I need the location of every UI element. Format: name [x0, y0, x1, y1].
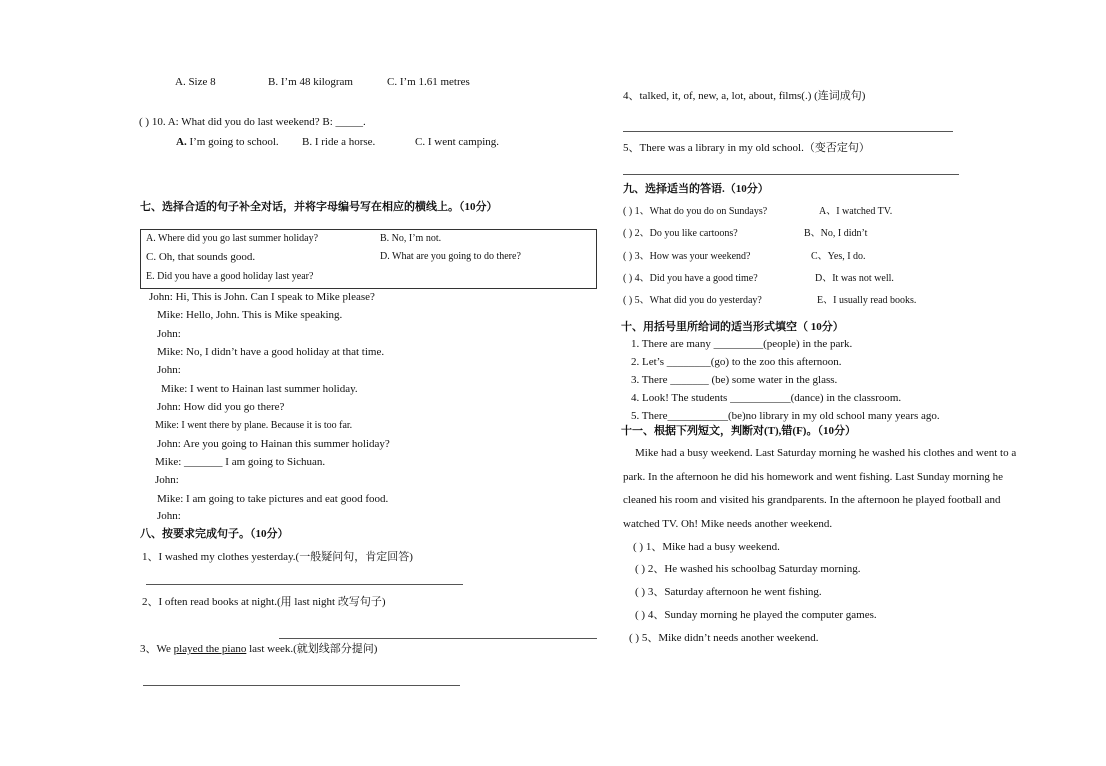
q9-option-a: A. Size 8	[175, 76, 216, 88]
section8-q3	[140, 643, 377, 656]
passage-line-2: park. In the afternoon he did his homework and went fishing. Last Sunday morning he	[623, 471, 1004, 483]
q10-question: ( ) 10. A: What did you do last weekend? B: _____.	[139, 116, 366, 128]
section10-title: 十、用括号里所给词的适当形式填空（ 10分）	[621, 321, 844, 333]
section9-q3: ( ) 3、How was your weekend?	[623, 251, 751, 262]
dialogue-line-4: Mike: No, I didn’t have a good holiday at that time.	[157, 346, 385, 358]
section9-a3: C、Yes, I do.	[811, 251, 866, 262]
dialogue-line-1: John: Hi, This is John. Can I speak to Mike please?	[149, 291, 375, 303]
dialogue-line-5: John:	[157, 364, 181, 376]
right-q4: 4、talked, it, of, new, a, lot, about, films(.) (连词成句)	[623, 90, 866, 102]
passage-line-4: watched TV. Oh! Mike needs another weekend.	[623, 518, 833, 530]
section11-item-1: ( ) 1、Mike had a busy weekend.	[633, 541, 780, 553]
q10-option-c: C. I went camping.	[415, 136, 500, 148]
section10-item-4: 4. Look! The students ___________(dance) in the classroom.	[631, 392, 902, 404]
section7-option-a: A. Where did you go last summer holiday?	[146, 233, 319, 244]
section10-item-1: 1. There are many _________(people) in the park.	[631, 338, 853, 350]
q10-option-b: B. I ride a horse.	[302, 136, 376, 148]
dialogue-line-6: Mike: I went to Hainan last summer holiday.	[161, 383, 358, 395]
section10-item-3: 3. There _______ (be) some water in the glass.	[631, 374, 838, 386]
section11-item-3: ( ) 3、Saturday afternoon he went fishing.	[635, 586, 822, 598]
passage-line-3: cleaned his room and visited his grandparents. In the afternoon he played football and	[623, 494, 1001, 506]
q10-option-a-text: I’m going to school.	[186, 136, 279, 148]
dialogue-line-12: Mike: I am going to take pictures and eat good food.	[157, 493, 389, 505]
section11-title: 十一、根据下列短文，判断对(T),错(F)。（10分）	[621, 425, 856, 437]
section8-q1-answer-line	[146, 584, 463, 585]
right-q5: 5、There was a library in my old school.（变否定句）	[623, 142, 870, 154]
section8-q3-underlined: played the piano	[173, 643, 247, 655]
section9-q2: ( ) 2、Do you like cartoons?	[623, 228, 738, 239]
right-q4-answer-line	[623, 131, 953, 132]
section9-a1: A、I watched TV.	[819, 206, 893, 217]
section9-q4: ( ) 4、Did you have a good time?	[623, 273, 758, 284]
section11-item-2: ( ) 2、He washed his schoolbag Saturday morning.	[635, 563, 861, 575]
q9-option-c: C. I’m 1.61 metres	[387, 76, 470, 88]
dialogue-line-13: John:	[157, 510, 181, 522]
right-q5-answer-line	[623, 174, 959, 175]
dialogue-line-11: John:	[155, 474, 179, 486]
section8-q2-answer-line	[279, 638, 597, 639]
dialogue-line-3: John:	[157, 328, 181, 340]
q9-option-b: B. I’m 48 kilogram	[268, 76, 353, 88]
section10-item-2: 2. Let’s ________(go) to the zoo this afternoon.	[631, 356, 842, 368]
section8-title: 八、按要求完成句子。（10分）	[140, 528, 289, 540]
section8-q3-suffix: last week.(就划线部分提问)	[246, 643, 378, 655]
dialogue-line-8: Mike: I went there by plane. Because it is too far.	[155, 420, 353, 431]
section9-a5: E、I usually read books.	[817, 295, 917, 306]
q10-option-a	[176, 136, 279, 149]
section11-item-5: ( ) 5、Mike didn’t needs another weekend.	[629, 632, 819, 644]
dialogue-line-10: Mike: _______ I am going to Sichuan.	[155, 456, 326, 468]
section7-option-e: E. Did you have a good holiday last year?	[146, 271, 314, 282]
section7-option-c: C. Oh, that sounds good.	[146, 251, 256, 263]
section8-q1: 1、I washed my clothes yesterday.(一般疑问句，肯定回答)	[142, 551, 413, 563]
q10-option-a-letter: A.	[176, 136, 187, 148]
section9-q1: ( ) 1、What do you do on Sundays?	[623, 206, 768, 217]
section10-item-5: 5. There___________(be)no library in my old school many years ago.	[631, 410, 940, 422]
section9-a4: D、It was not well.	[815, 273, 894, 284]
section8-q2: 2、I often read books at night.(用 last night 改写句子)	[142, 596, 386, 608]
dialogue-line-7: John: How did you go there?	[157, 401, 285, 413]
section8-q3-prefix: 3、We	[140, 643, 174, 655]
section7-option-d: D. What are you going to do there?	[380, 251, 521, 262]
section8-q3-answer-line	[143, 685, 460, 686]
section9-a2: B、No, I didn’t	[804, 228, 868, 239]
dialogue-line-2: Mike: Hello, John. This is Mike speaking.	[157, 309, 343, 321]
passage-line-1: Mike had a busy weekend. Last Saturday morning he washed his clothes and went to a	[635, 447, 1017, 459]
section11-item-4: ( ) 4、Sunday morning he played the computer games.	[635, 609, 877, 621]
section9-q5: ( ) 5、What did you do yesterday?	[623, 295, 762, 306]
section7-option-b: B. No, I’m not.	[380, 233, 442, 244]
dialogue-line-9: John: Are you going to Hainan this summer holiday?	[157, 438, 390, 450]
section7-title: 七、选择合适的句子补全对话，并将字母编号写在相应的横线上。（10分）	[140, 201, 498, 213]
section9-title: 九、选择适当的答语.（10分）	[623, 183, 769, 195]
